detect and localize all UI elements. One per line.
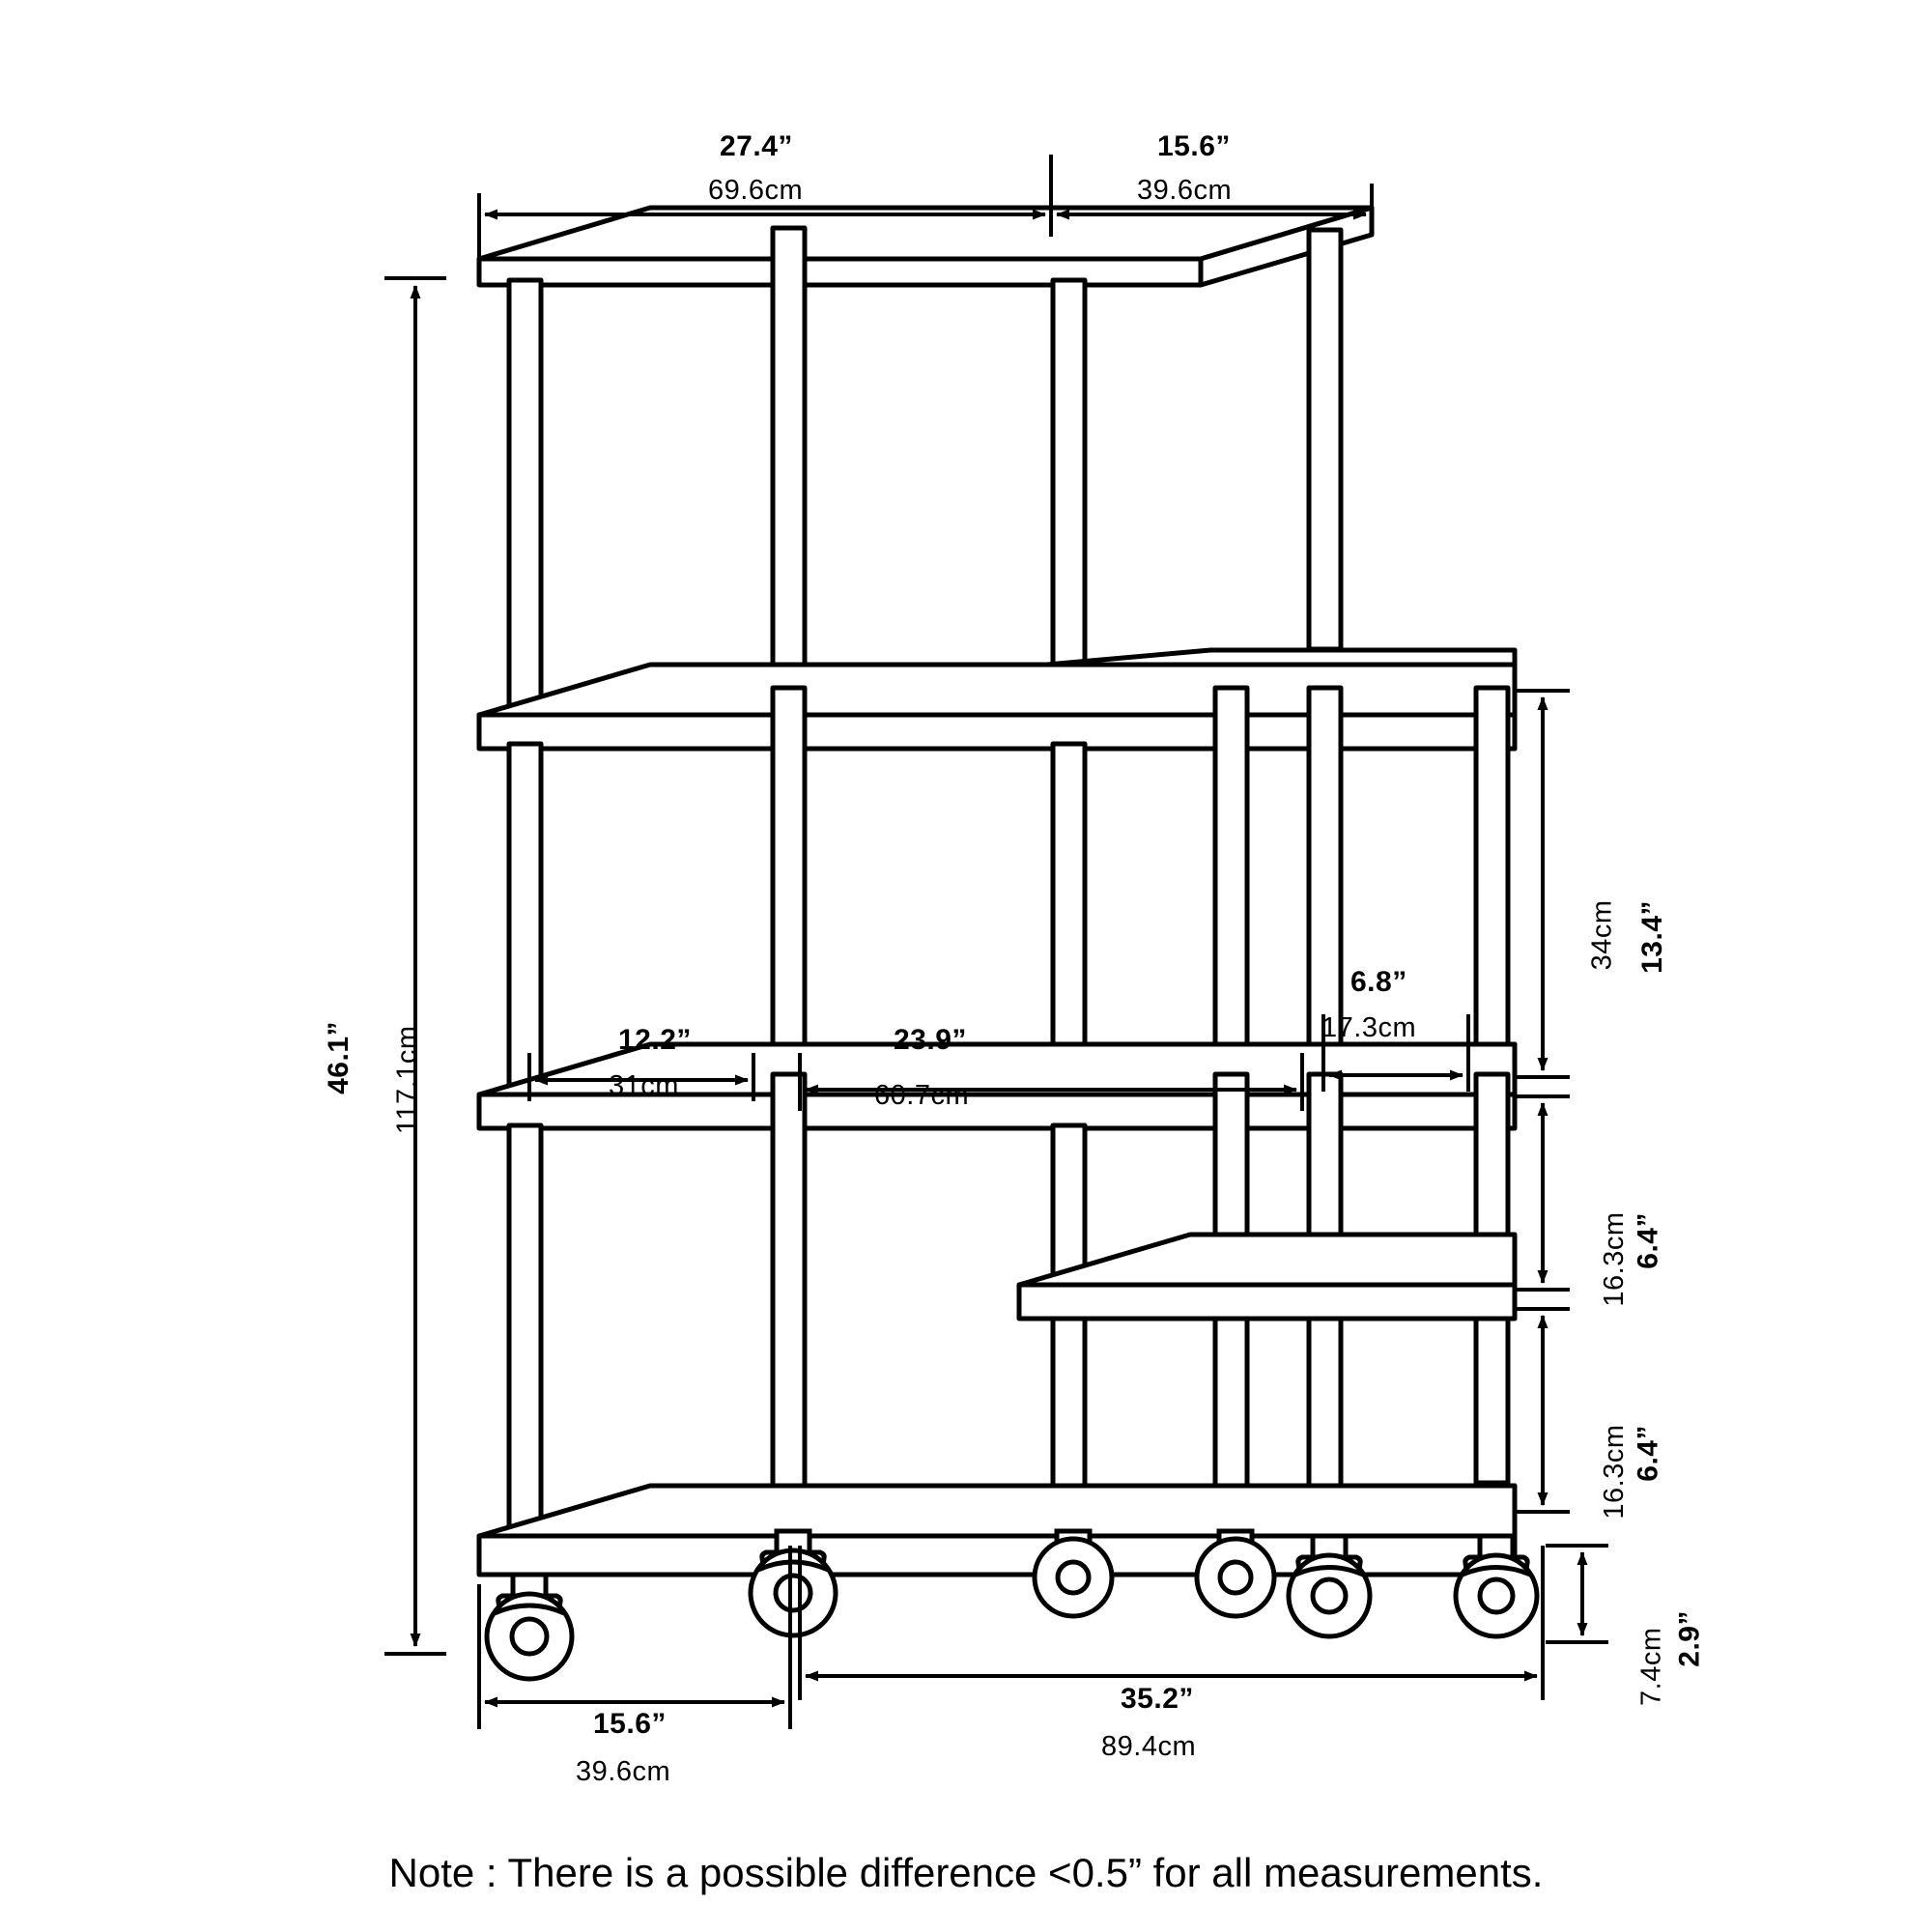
dim-base-left-in: 15.6” <box>593 1708 667 1740</box>
dim-left-bay-cm: 31cm <box>609 1070 679 1101</box>
dim-top-right-span-in: 15.6” <box>1157 130 1231 162</box>
dim-top-right-span-cm: 39.6cm <box>1137 175 1233 206</box>
dim-total-height-in: 46.1” <box>322 1021 355 1094</box>
dim-lower-gap-in: 6.4” <box>1632 1425 1664 1482</box>
dim-caster-height-cm: 7.4cm <box>1635 1627 1667 1706</box>
dim-base-left-cm: 39.6cm <box>576 1756 671 1787</box>
dim-base-right-cm: 89.4cm <box>1101 1731 1197 1762</box>
dim-right-bay-cm: 17.3cm <box>1321 1012 1417 1043</box>
dim-upper-gap-cm: 34cm <box>1586 899 1618 971</box>
caster <box>487 1575 572 1679</box>
measurement-note: Note : There is a possible difference <0.5” for all measurements. <box>388 1850 1544 1895</box>
dim-caster-height-in: 2.9” <box>1673 1610 1706 1667</box>
dim-top-shelf-width-in: 27.4” <box>720 130 793 162</box>
dim-upper-gap-in: 13.4” <box>1635 900 1668 974</box>
dim-mid-gap-cm: 16.3cm <box>1599 1211 1631 1307</box>
dim-top-shelf-width-cm: 69.6cm <box>708 175 804 206</box>
dim-right-bay-in: 6.8” <box>1350 966 1407 998</box>
dim-center-bay-in: 23.9” <box>894 1024 967 1056</box>
dim-left-bay-in: 12.2” <box>618 1024 692 1056</box>
dim-base-right-in: 35.2” <box>1121 1683 1194 1715</box>
dim-total-height-cm: 117.1cm <box>391 1025 423 1135</box>
dim-lower-gap-cm: 16.3cm <box>1599 1424 1631 1520</box>
dim-center-bay-cm: 60.7cm <box>874 1080 970 1111</box>
dim-mid-gap-in: 6.4” <box>1632 1212 1664 1269</box>
